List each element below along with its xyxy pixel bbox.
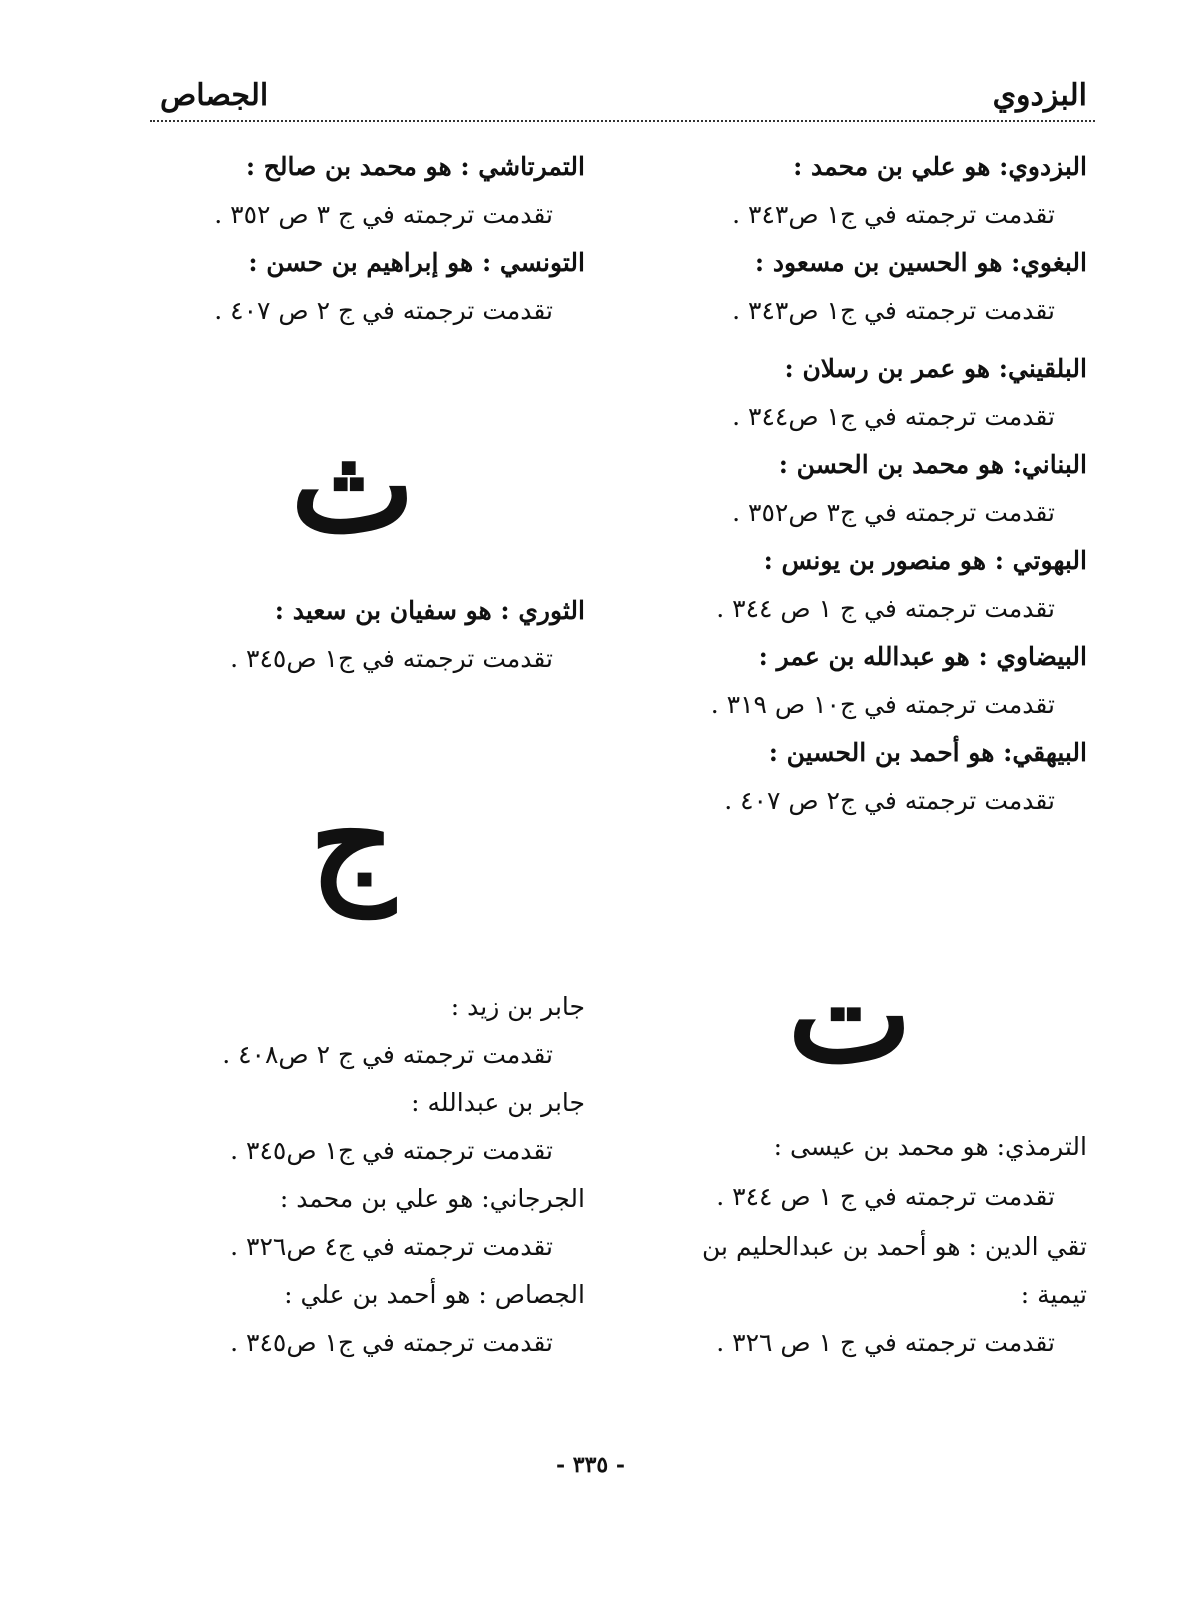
entry-reference: تقدمت ترجمته في ج١ ص٣٤٥ .: [230, 1328, 553, 1357]
section-letter-ta: ت: [787, 938, 912, 1093]
entry-reference: تقدمت ترجمته في ج٣ ص٣٥٢ .: [732, 498, 1055, 527]
entry-heading: جابر بن زيد :: [450, 992, 585, 1021]
entry-reference: تقدمت ترجمته في ج١ ص٣٤٣ .: [732, 200, 1055, 229]
entry-heading: التمرتاشي : هو محمد بن صالح :: [245, 152, 585, 181]
entry-reference: تقدمت ترجمته في ج١٠ ص ٣١٩ .: [710, 690, 1055, 719]
entry-reference: تقدمت ترجمته في ج١ ص٣٤٥ .: [230, 644, 553, 673]
entry-heading: البيهقي: هو أحمد بن الحسين :: [768, 738, 1087, 767]
entry-heading: التونسي : هو إبراهيم بن حسن :: [248, 248, 585, 277]
entry-reference: تقدمت ترجمته في ج ١ ص ٣٢٦ .: [716, 1328, 1055, 1357]
entry-heading: البناني: هو محمد بن الحسن :: [778, 450, 1087, 479]
header-dotted-rule: [150, 120, 1095, 122]
entry-heading: الترمذي: هو محمد بن عيسى :: [773, 1132, 1087, 1161]
entry-heading-continuation: تيمية :: [1020, 1280, 1087, 1309]
entry-heading: البيضاوي : هو عبدالله بن عمر :: [758, 642, 1087, 671]
section-letter-tha: ث: [290, 408, 415, 563]
entry-reference: تقدمت ترجمته في ج٢ ص ٤٠٧ .: [724, 786, 1055, 815]
entry-heading: البهوتي : هو منصور بن يونس :: [763, 546, 1087, 575]
entry-reference: تقدمت ترجمته في ج٤ ص٣٢٦ .: [230, 1232, 553, 1261]
entry-reference: تقدمت ترجمته في ج١ ص٣٤٣ .: [732, 296, 1055, 325]
entry-heading: البلقيني: هو عمر بن رسلان :: [784, 354, 1087, 383]
entry-reference: تقدمت ترجمته في ج ٢ ص٤٠٨ .: [222, 1040, 553, 1069]
running-header-right: البزدوي: [992, 78, 1087, 113]
entry-heading: البغوي: هو الحسين بن مسعود :: [754, 248, 1087, 277]
page-number: - ٣٣٥ -: [555, 1452, 626, 1478]
entry-reference: تقدمت ترجمته في ج ٢ ص ٤٠٧ .: [214, 296, 553, 325]
entry-heading: تقي الدين : هو أحمد بن عبدالحليم بن: [702, 1232, 1087, 1261]
running-header-left: الجصاص: [160, 78, 269, 113]
section-letter-jim: ج: [309, 763, 395, 918]
entry-heading: الجصاص : هو أحمد بن علي :: [284, 1280, 585, 1309]
entry-heading: جابر بن عبدالله :: [411, 1088, 585, 1117]
entry-reference: تقدمت ترجمته في ج١ ص٣٤٤ .: [732, 402, 1055, 431]
entry-reference: تقدمت ترجمته في ج١ ص٣٤٥ .: [230, 1136, 553, 1165]
entry-reference: تقدمت ترجمته في ج ١ ص ٣٤٤ .: [716, 1182, 1055, 1211]
entry-heading: البزدوي: هو علي بن محمد :: [793, 152, 1087, 181]
entry-heading: الجرجاني: هو علي بن محمد :: [279, 1184, 585, 1213]
entry-reference: تقدمت ترجمته في ج ٣ ص ٣٥٢ .: [214, 200, 553, 229]
entry-heading: الثوري : هو سفيان بن سعيد :: [274, 596, 585, 625]
entry-reference: تقدمت ترجمته في ج ١ ص ٣٤٤ .: [716, 594, 1055, 623]
